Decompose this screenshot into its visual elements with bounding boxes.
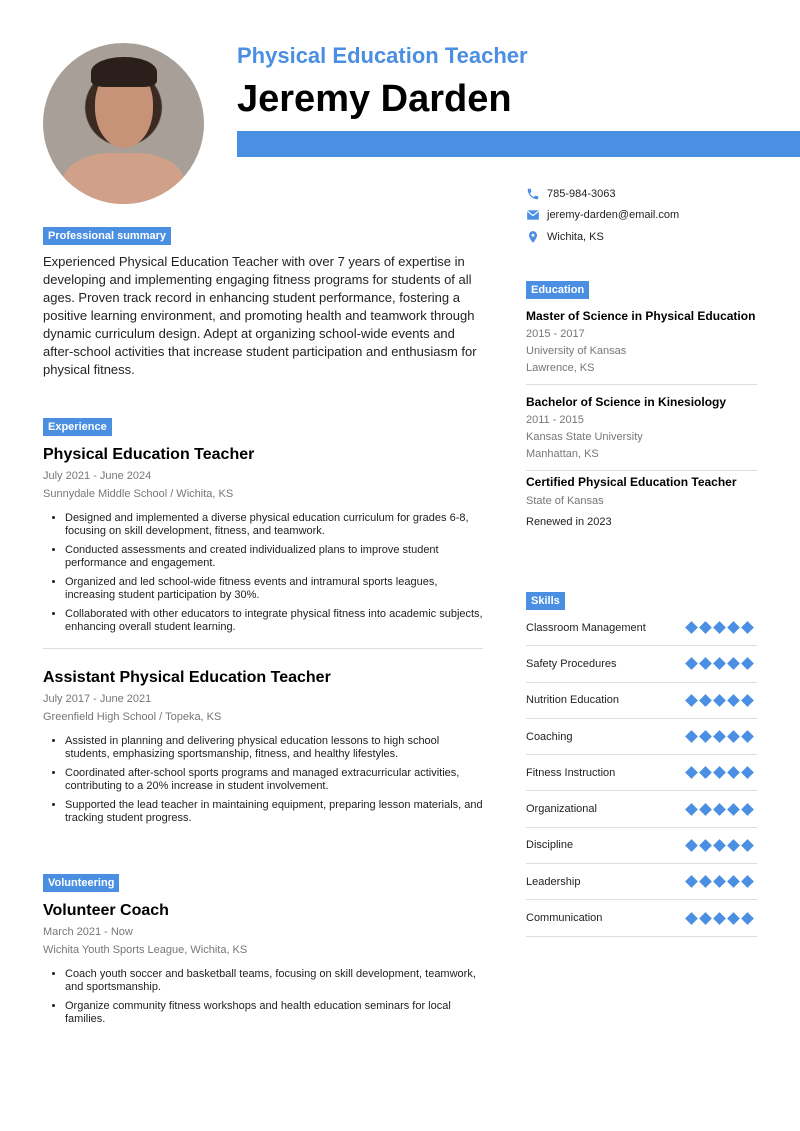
rating-diamond-icon: [727, 694, 740, 707]
volunteer-org: Wichita Youth Sports League, Wichita, KS: [43, 944, 248, 956]
rating-diamond-icon: [699, 766, 712, 779]
rating-diamond-icon: [713, 694, 726, 707]
contact-phone: [526, 183, 757, 205]
rating-diamond-icon: [727, 875, 740, 888]
skill-row: [526, 755, 757, 791]
skills-section: [526, 591, 757, 937]
rating-diamond-icon: [741, 621, 754, 634]
cert-issuer: State of Kansas: [526, 495, 604, 507]
rating-diamond-icon: [685, 658, 698, 671]
job-bullets: [65, 512, 483, 634]
rating-diamond-icon: [699, 621, 712, 634]
skill-row: [526, 719, 757, 755]
volunteering-section: [43, 873, 483, 1032]
section-tag: Education: [526, 281, 589, 299]
contact-section: [526, 183, 757, 248]
email-icon: [526, 208, 540, 222]
cert-renewal: Renewed in 2023: [526, 516, 612, 528]
job-title: Physical Education Teacher: [43, 446, 255, 463]
job-org: Sunnydale Middle School / Wichita, KS: [43, 488, 234, 500]
rating-diamond-icon: [713, 875, 726, 888]
skill-name: Discipline: [526, 839, 574, 852]
rating-diamond-icon: [713, 912, 726, 925]
rating-diamond-icon: [713, 658, 726, 671]
rating-diamond-icon: [685, 912, 698, 925]
rating-diamond-icon: [727, 730, 740, 743]
job-bullets: [65, 735, 483, 825]
rating-diamond-icon: [727, 803, 740, 816]
rating-diamond-icon: [741, 912, 754, 925]
section-tag: Experience: [43, 418, 112, 436]
skill-name: Communication: [526, 912, 603, 925]
rating-diamond-icon: [699, 730, 712, 743]
bullet: • Organized and led school-wide fitness events and intramural sports leagues, increasing student participation by 30%.: [65, 576, 483, 602]
rating-diamond-icon: [741, 803, 754, 816]
education-detail: University of Kansas: [526, 345, 627, 357]
education-detail: 2011 - 2015: [526, 414, 584, 426]
candidate-name: Jeremy Darden: [237, 78, 512, 120]
bullet: • Organize community fitness workshops and health education seminars for local families.: [65, 1000, 483, 1026]
location-pin-icon: [526, 230, 540, 244]
section-tag: Skills: [526, 592, 565, 610]
location-text: Wichita, KS: [547, 230, 604, 243]
degree-title: Master of Science in Physical Education: [526, 309, 756, 323]
rating-diamond-icon: [741, 875, 754, 888]
skill-row: [526, 683, 757, 719]
summary-text: Experienced Physical Education Teacher with over 7 years of expertise in developing and implementing engaging fitness programs for students of all ages. Proven track record in enhancing student performance, fostering a positive learning environment, and promoting health and teamwork through dynamic curriculum design. Adept at organizing school-wide events and after-school activities that increase student participation and enthusiasm for physical fitness.: [43, 254, 477, 377]
rating-diamond-icon: [741, 658, 754, 671]
education-detail: Kansas State University: [526, 431, 643, 443]
skill-row: [526, 900, 757, 936]
experience-section: [43, 417, 483, 831]
bullet: • Conducted assessments and created individualized plans to improve student performance and engagement.: [65, 544, 483, 570]
rating-diamond-icon: [713, 621, 726, 634]
education-detail: 2015 - 2017: [526, 328, 585, 340]
skill-name: Nutrition Education: [526, 694, 619, 707]
rating-diamond-icon: [713, 730, 726, 743]
skill-rating: [686, 696, 753, 705]
skill-rating: [686, 732, 753, 741]
rating-diamond-icon: [685, 694, 698, 707]
header-accent-bar: [237, 131, 800, 157]
job-org: Greenfield High School / Topeka, KS: [43, 711, 222, 723]
rating-diamond-icon: [741, 694, 754, 707]
job-title: Assistant Physical Education Teacher: [43, 669, 331, 686]
divider: [43, 648, 483, 649]
rating-diamond-icon: [713, 803, 726, 816]
skill-row: [526, 828, 757, 864]
volunteer-dates: March 2021 - Now: [43, 926, 133, 938]
job-dates: July 2021 - June 2024: [43, 470, 152, 482]
rating-diamond-icon: [741, 839, 754, 852]
summary-section: [43, 226, 483, 379]
skill-row: [526, 791, 757, 827]
education-entry: [526, 395, 757, 471]
skill-rating: [686, 914, 753, 923]
rating-diamond-icon: [699, 803, 712, 816]
rating-diamond-icon: [699, 839, 712, 852]
skill-name: Organizational: [526, 803, 597, 816]
job-entry: [43, 446, 483, 634]
skill-name: Leadership: [526, 875, 581, 888]
profile-photo: [43, 43, 204, 204]
rating-diamond-icon: [685, 803, 698, 816]
education-detail: Lawrence, KS: [526, 362, 595, 374]
rating-diamond-icon: [713, 766, 726, 779]
skill-row: [526, 646, 757, 682]
education-section: [526, 280, 757, 528]
rating-diamond-icon: [727, 839, 740, 852]
rating-diamond-icon: [685, 730, 698, 743]
contact-location: [526, 226, 757, 248]
skill-rating: [686, 841, 753, 850]
skill-rating: [686, 659, 753, 668]
skill-name: Coaching: [526, 730, 573, 743]
rating-diamond-icon: [699, 912, 712, 925]
education-detail: Manhattan, KS: [526, 448, 599, 460]
cert-title: Certified Physical Education Teacher: [526, 475, 737, 489]
degree-title: Bachelor of Science in Kinesiology: [526, 395, 727, 409]
rating-diamond-icon: [699, 875, 712, 888]
rating-diamond-icon: [699, 658, 712, 671]
rating-diamond-icon: [699, 694, 712, 707]
bullet: • Assisted in planning and delivering physical education lessons to high school students, emphasizing sportsmanship, fitness, and healthy lifestyles.: [65, 735, 483, 761]
phone-text: 785-984-3063: [547, 187, 616, 200]
skill-rating: [686, 768, 753, 777]
rating-diamond-icon: [685, 839, 698, 852]
rating-diamond-icon: [727, 912, 740, 925]
skill-name: Classroom Management: [526, 621, 646, 634]
skill-rating: [686, 805, 753, 814]
rating-diamond-icon: [741, 730, 754, 743]
phone-icon: [526, 187, 540, 201]
rating-diamond-icon: [713, 839, 726, 852]
job-dates: July 2017 - June 2021: [43, 693, 152, 705]
section-tag: Volunteering: [43, 874, 119, 892]
bullet: • Supported the lead teacher in maintaining equipment, preparing lesson materials, and tracking student progress.: [65, 799, 483, 825]
bullet: • Collaborated with other educators to integrate physical fitness into academic subjects, enhancing overall student learning.: [65, 608, 483, 634]
bullet: • Designed and implemented a diverse physical education curriculum for grades 6-8, focusing on skill development, fitness, and teamwork.: [65, 512, 483, 538]
rating-diamond-icon: [685, 766, 698, 779]
rating-diamond-icon: [741, 766, 754, 779]
bullet: • Coach youth soccer and basketball teams, focusing on skill development, teamwork, and sportsmanship.: [65, 968, 483, 994]
bullet: • Coordinated after-school sports programs and managed extracurricular activities, contributing to a 20% increase in student involvement.: [65, 767, 483, 793]
contact-email: [526, 205, 757, 227]
rating-diamond-icon: [727, 766, 740, 779]
email-text: jeremy-darden@email.com: [547, 209, 680, 222]
skill-rating: [686, 623, 753, 632]
rating-diamond-icon: [685, 875, 698, 888]
volunteer-title: Volunteer Coach: [43, 902, 169, 919]
job-entry: [43, 648, 483, 825]
job-role: Physical Education Teacher: [237, 43, 528, 68]
skill-rating: [686, 877, 753, 886]
skill-row: [526, 610, 757, 646]
skill-row: [526, 864, 757, 900]
skill-name: Fitness Instruction: [526, 766, 616, 779]
skill-name: Safety Procedures: [526, 657, 617, 670]
education-entry: [526, 309, 757, 385]
certification: [526, 475, 757, 528]
rating-diamond-icon: [727, 621, 740, 634]
rating-diamond-icon: [727, 658, 740, 671]
rating-diamond-icon: [685, 621, 698, 634]
section-tag: Professional summary: [43, 227, 171, 245]
